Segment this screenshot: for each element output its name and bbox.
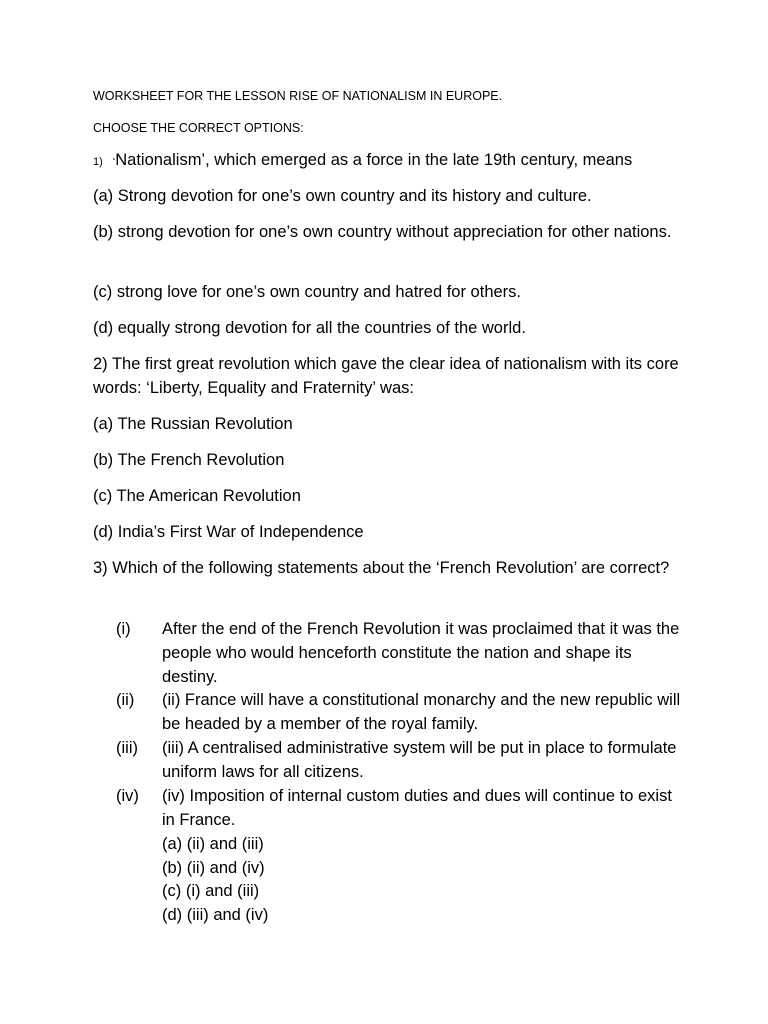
question-1-number: 1): [93, 156, 103, 168]
question-3-text: 3) Which of the following statements about the ‘French Revolution’ are correct?: [93, 559, 670, 577]
statement-number: (iv): [116, 787, 139, 805]
instruction-line: CHOOSE THE CORRECT OPTIONS:: [93, 121, 304, 135]
q2-option-c: (c) The American Revolution: [93, 487, 301, 505]
q3-option-c: (c) (i) and (iii): [162, 882, 260, 900]
question-2-text: 2) The first great revolution which gave the clear idea of nationalism with its core words: ‘Liberty, Equality and Fraternity’ was:: [93, 355, 679, 397]
q2-option-a: (a) The Russian Revolution: [93, 415, 293, 433]
statement-text: (iii) A centralised administrative system will be put in place to formulate uniform laws for all citizens.: [162, 739, 677, 781]
statement-text: (ii) France will have a constitutional monarchy and the new republic will be headed by a member of the royal family.: [162, 691, 681, 733]
q3-option-b: (b) (ii) and (iv): [162, 859, 265, 877]
q1-option-c: (c) strong love for one’s own country and hatred for others.: [93, 283, 522, 301]
q1-option-d: (d) equally strong devotion for all the countries of the world.: [93, 319, 526, 337]
statement-text: After the end of the French Revolution it was proclaimed that it was the people who would henceforth constitute the nation and shape its destiny.: [162, 620, 680, 686]
q1-option-a: (a) Strong devotion for one’s own country and its history and culture.: [93, 187, 592, 205]
statement-number: (i): [116, 620, 131, 638]
worksheet-title: WORKSHEET FOR THE LESSON RISE OF NATIONALISM IN EUROPE.: [93, 89, 503, 103]
question-1-open-quote: ‘: [112, 156, 116, 168]
q2-option-d: (d) India’s First War of Independence: [93, 523, 364, 541]
q2-option-b: (b) The French Revolution: [93, 451, 285, 469]
q1-option-b: (b) strong devotion for one’s own country without appreciation for other nations.: [93, 223, 672, 241]
question-1: [93, 148, 683, 174]
q3-option-d: (d) (iii) and (iv): [162, 906, 269, 924]
question-1-text: Nationalism’, which emerged as a force in the late 19th century, means: [115, 151, 633, 169]
q3-option-a: (a) (ii) and (iii): [162, 835, 264, 853]
statement-number: (ii): [116, 691, 135, 709]
statement-text: (iv) Imposition of internal custom duties and dues will continue to exist in France.: [162, 787, 672, 829]
statement-number: (iii): [116, 739, 138, 757]
